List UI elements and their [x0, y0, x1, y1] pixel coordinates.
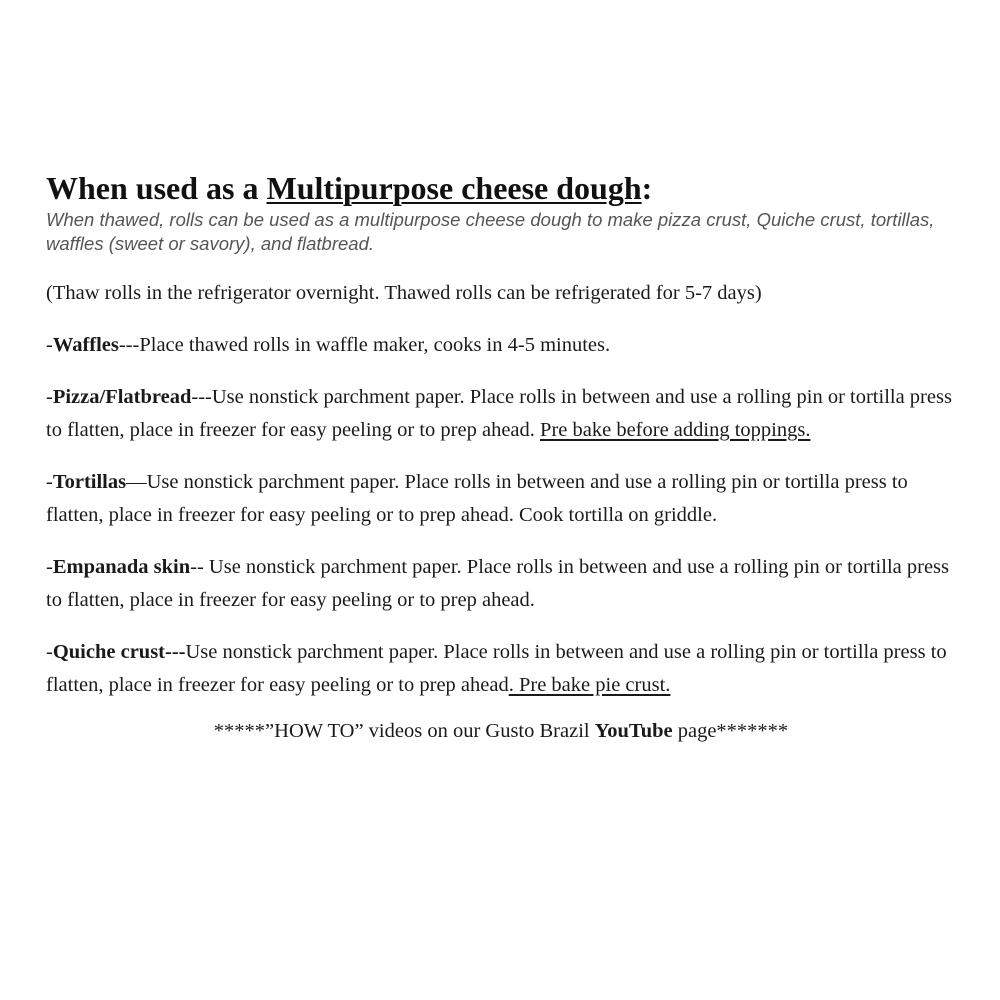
youtube-label: YouTube: [594, 720, 673, 742]
use-text: Use nonstick parchment paper. Place rolls in between and use a rolling pin or tortilla press to flatten, place in freezer for easy peeling or to prep ahead: [46, 641, 947, 696]
use-empanada-skin: [46, 551, 956, 617]
use-note: Pre bake before adding toppings.: [540, 419, 811, 441]
use-quiche-crust: [46, 636, 956, 702]
title-underlined: Multipurpose cheese dough: [266, 170, 642, 206]
use-lead: -: [46, 334, 53, 356]
subtitle: When thawed, rolls can be used as a multipurpose cheese dough to make pizza crust, Quiche crust, tortillas, waffles (sweet or savory), and flatbread.: [46, 209, 935, 254]
use-waffles: [46, 329, 956, 362]
use-lead: -: [46, 386, 53, 408]
use-lead: -: [46, 641, 53, 663]
use-name: Empanada skin: [52, 556, 191, 578]
footer-suffix: page*******: [672, 720, 789, 742]
use-lead: -: [46, 556, 53, 578]
footer-prefix: *****”HOW TO” videos on our Gusto Brazil: [213, 720, 595, 742]
youtube-note: [46, 715, 956, 748]
page-title: [46, 168, 956, 208]
use-note: . Pre bake pie crust.: [508, 674, 671, 696]
use-text: —Use nonstick parchment paper. Place rolls in between and use a rolling pin or tortilla press to flatten, place in freezer for easy peeling or to prep ahead. Cook tortilla on griddle.: [46, 471, 908, 526]
use-text: -- Use nonstick parchment paper. Place rolls in between and use a rolling pin or tortilla press to flatten, place in freezer for easy peeling or to prep ahead.: [46, 556, 950, 611]
use-name: Waffles: [52, 334, 119, 356]
title-prefix: When used as a: [46, 170, 267, 206]
use-name: Pizza/Flatbread: [52, 386, 192, 408]
use-text: ---Place thawed rolls in waffle maker, cooks in 4-5 minutes.: [118, 334, 611, 356]
title-suffix: :: [641, 170, 653, 206]
thaw-note: (Thaw rolls in the refrigerator overnight. Thawed rolls can be refrigerated for 5-7 days): [46, 282, 762, 304]
use-name: Quiche crust---: [52, 641, 186, 663]
use-tortillas: [46, 466, 956, 532]
document: [46, 168, 956, 769]
use-name: Tortillas: [52, 471, 127, 493]
use-text: ---Use nonstick parchment paper. Place rolls in between and use a rolling pin or tortilla press to flatten, place in freezer for easy peeling or to prep ahead.: [46, 386, 952, 441]
use-lead: -: [46, 471, 53, 493]
use-pizza-flatbread: [46, 381, 956, 447]
